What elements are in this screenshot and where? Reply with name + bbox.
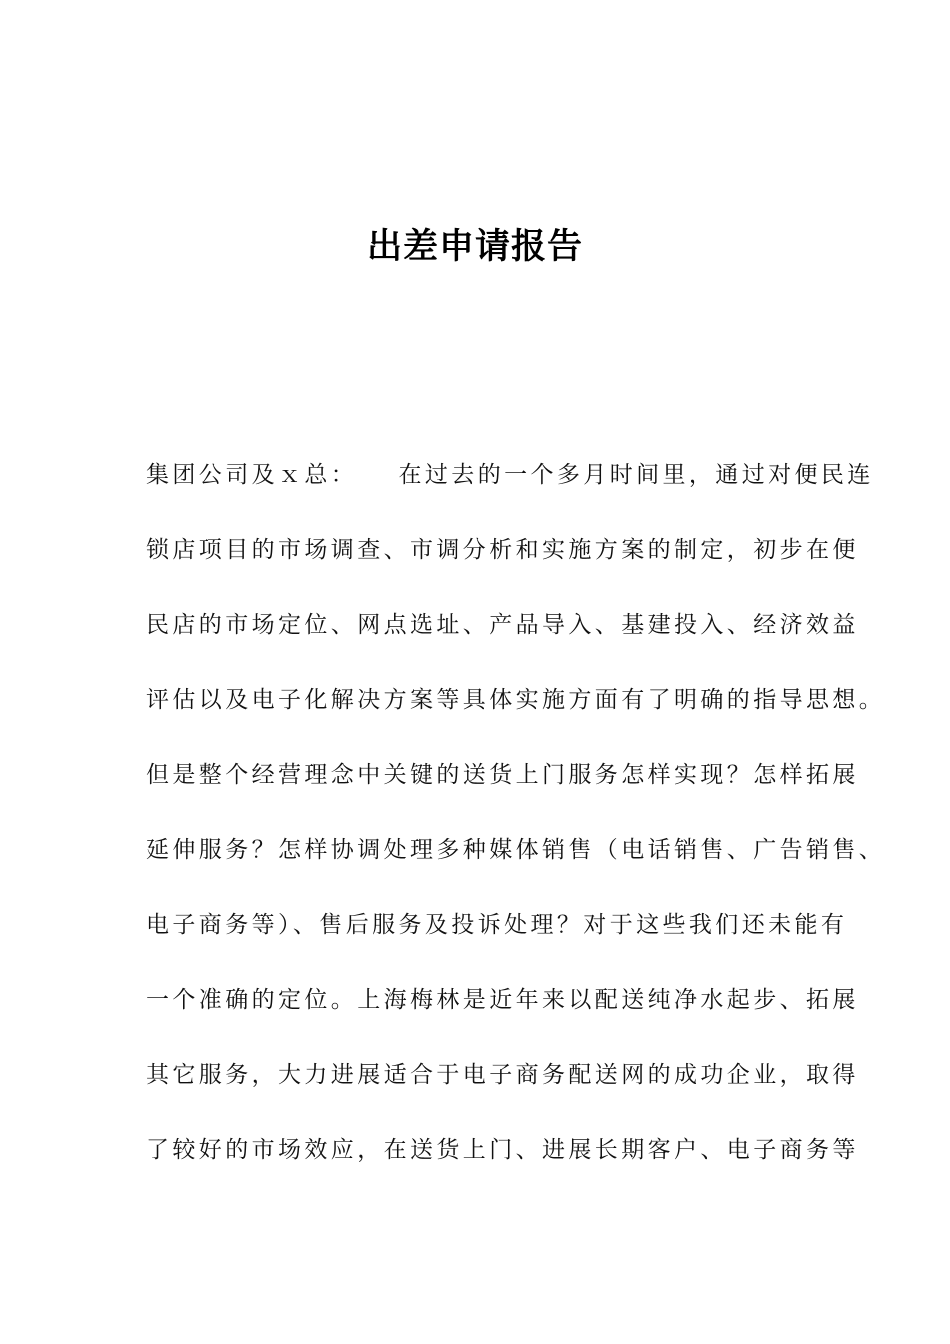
- body-line: 评估以及电子化解决方案等具体实施方面有了明确的指导思想。: [146, 687, 886, 713]
- document-body: [146, 452, 886, 1202]
- body-line: 电子商务等）、售后服务及投诉处理？对于这些我们还未能有: [146, 912, 848, 938]
- body-line: 集团公司及ｘ总： 在过去的一个多月时间里，通过对便民连: [146, 462, 874, 488]
- document-title: 出差申请报告: [366, 227, 583, 267]
- body-line: 民店的市场定位、网点选址、产品导入、基建投入、经济效益: [146, 612, 859, 638]
- body-line: 一个准确的定位。上海梅林是近年来以配送纯净水起步、拓展: [146, 987, 859, 1013]
- body-line: 但是整个经营理念中关键的送货上门服务怎样实现？怎样拓展: [146, 762, 859, 788]
- body-line: 锁店项目的市场调查、市调分析和实施方案的制定，初步在便: [146, 537, 859, 563]
- body-line: 其它服务，大力进展适合于电子商务配送网的成功企业，取得: [146, 1062, 859, 1088]
- body-line: 延伸服务？怎样协调处理多种媒体销售（电话销售、广告销售、: [146, 837, 886, 863]
- body-line: 了较好的市场效应，在送货上门、进展长期客户、电子商务等: [146, 1137, 859, 1163]
